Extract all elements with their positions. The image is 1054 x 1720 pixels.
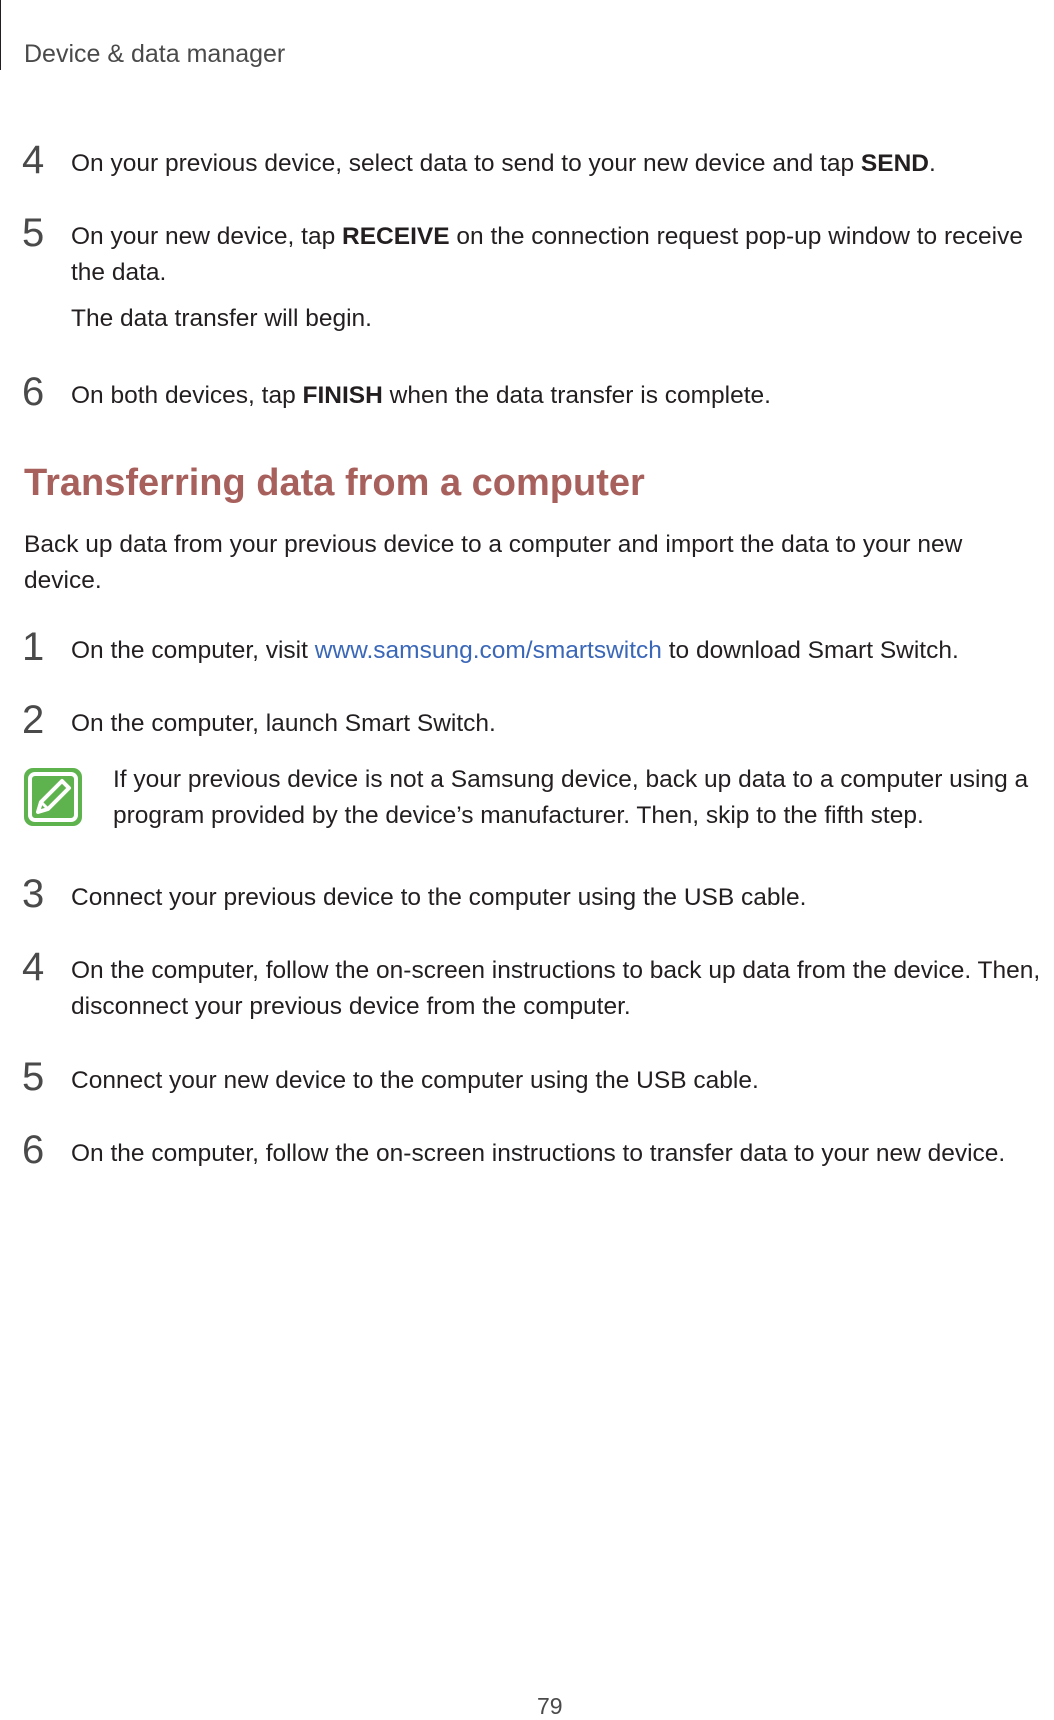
step-text: Connect your new device to the computer using the USB cable.	[71, 1067, 759, 1094]
header-rule	[0, 0, 1, 70]
running-header: Device & data manager	[24, 40, 286, 68]
step-text: Connect your previous device to the computer using the USB cable.	[71, 884, 807, 911]
step-text: On the computer, follow the on-screen instructions to back up data from the device. Then, disconnect your previous device from the computer.	[71, 957, 1041, 1020]
step-text: On your previous device, select data to send to your new device and tap SEND.	[71, 150, 936, 177]
section-title: Transferring data from a computer	[24, 462, 645, 504]
step-number: 4	[22, 945, 45, 989]
step-number: 3	[22, 872, 45, 916]
step-text: On your new device, tap RECEIVE on the connection request pop-up window to receive the data.	[71, 223, 1023, 286]
step-text: On the computer, launch Smart Switch.	[71, 710, 496, 737]
smartswitch-link[interactable]: www.samsung.com/smartswitch	[314, 637, 662, 664]
step-number: 4	[22, 138, 45, 182]
step-number: 5	[22, 1055, 45, 1099]
step-number: 6	[22, 1128, 45, 1172]
section-intro: Back up data from your previous device to a computer and import the data to your new device.	[24, 531, 963, 594]
step-number: 6	[22, 370, 45, 414]
page-number: 79	[537, 1693, 563, 1719]
step-text: On the computer, visit www.samsung.com/smartswitch to download Smart Switch.	[71, 637, 959, 664]
note-pencil-icon	[24, 768, 82, 826]
note-text: If your previous device is not a Samsung device, back up data to a computer using a program provided by the device’s manufacturer. Then, skip to the fifth step.	[113, 766, 1029, 829]
step-note-text: The data transfer will begin.	[71, 305, 372, 332]
step-text: On both devices, tap FINISH when the data transfer is complete.	[71, 382, 771, 409]
step-number: 2	[22, 698, 45, 742]
step-text: On the computer, follow the on-screen instructions to transfer data to your new device.	[71, 1140, 1006, 1167]
step-number: 5	[22, 211, 45, 255]
step-number: 1	[22, 625, 45, 669]
